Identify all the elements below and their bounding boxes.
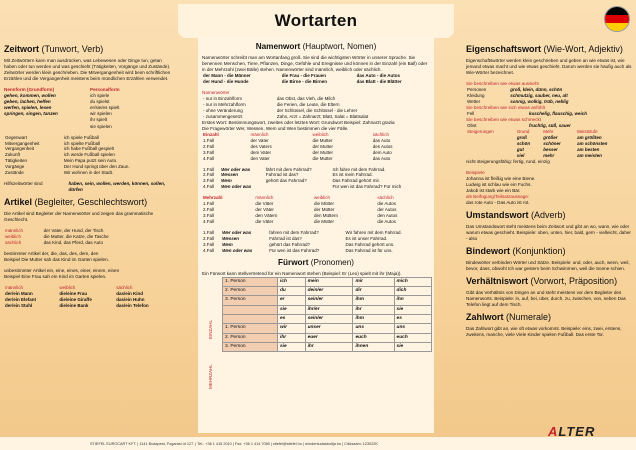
nennform-item: gehen, kommen, wollen: [4, 93, 56, 99]
table-row: groß größer am größten: [516, 134, 602, 140]
noun-types: [202, 96, 430, 120]
table-row: 4.Fall Wen oder was Für wen ist das Fahrrad? Das Fahrrad ist für uns.: [203, 247, 393, 253]
hilfszeitwort: Hilfszeitwörter sind haben, sein, wollen, werden, können, sollen, dürfen: [4, 181, 166, 193]
personal-item: ihr spielt: [90, 117, 108, 123]
table-row: 2.Fall Wessen Fahrrad ist das? Es ist unser Fahrrad.: [203, 235, 388, 241]
table-row: 3.Fall Wem gehört das Fahrrad? Das Fahrrad gehört uns.: [203, 241, 395, 247]
zahlwort-text: Das Zahlwort gibt an, wie oft etwas vorkommt. Beispiele: eins, zwei, erstens, zweitens, manche, viele Viele Kinder spielen Fußball. Das erste Tor.: [466, 326, 622, 338]
wie1-heading: Sie beschreiben wie etwas aussieht: [466, 81, 539, 87]
table-row: 3.Fall Wem gehört das Fahrrad? Das Fahrrad gehört mir.: [203, 178, 380, 184]
fragewoerter-text: Die Fragewörter Wer, Wessen, Wem und Wen bestimmen die vier Fälle.: [202, 125, 349, 131]
table-row: Fell kuschelig, flauschig, weich: [467, 111, 588, 116]
table-row: 1.Fall Wer oder was fahren mit dem Fahrrad? Wir fahren mit dem Fahrrad.: [203, 229, 402, 235]
pronoun-table: [222, 277, 432, 353]
column-right: [466, 40, 632, 338]
personalform-heading: Personalform: [90, 87, 120, 93]
unbestimmter-artikel: unbestimmter Artikel ein, eine, eines, einer, einem, einen: [4, 268, 120, 274]
personal-item: sie spielen: [90, 123, 112, 129]
wie2-heading: Sie beschreiben wie sich etwas anfühlt: [466, 104, 545, 110]
umstandswort-heading: Umstandswort (Adverb): [466, 210, 566, 221]
verb-forms: [4, 87, 172, 129]
plural-examples: [202, 230, 430, 254]
zahlwort-heading: Zahlwort (Numerale): [466, 312, 552, 323]
fuerwort-heading: Fürwort (Pronomen): [278, 257, 354, 267]
table-row: sie ihr/er ihr sie: [223, 305, 432, 314]
table-row: - zusammengesetzt Zahn, Arzt = Zahnarzt; Blatt, Salat = Blattsalat: [203, 113, 369, 119]
table-row: 1.Fall die Väter die Mütter die Autos: [203, 201, 396, 207]
singular-examples: [202, 167, 430, 191]
table-row: Obst fruchtig, süß, sauer: [467, 123, 571, 128]
steigerung-table: [466, 129, 632, 159]
table-row: viel mehr am meisten: [516, 152, 602, 158]
table-row: Personen groß, klein, dünn, schön: [467, 87, 563, 93]
eigenschaftswort-text: Eigenschaftswörter werden klein geschrieben und geben an wie etwas ist, wie jemand etwas macht und wie etwas geschieht. Darum werden sie häufig auch als Wie-Wörter bezeichnet.: [466, 57, 632, 75]
table-row: 1.Fall der Vater die Mutter das Auto: [203, 137, 391, 143]
table-row: der/ein Stuhl die/eine Bank das/ein Telefon: [5, 303, 149, 309]
artikel-heading: Artikel (Begleiter, Geschlechtswort): [4, 197, 148, 208]
zeitwort-text: Mit Zeitwörtern kann man ausdrücken, was Lebewesen oder Dinge tun, getan haben oder tun werden und was geschieht (Tätigkeiten, Vorgänge und Zustände). Zeitwörter werden klein geschrieben. Die Mitvergangenheit wird beim schriftlichen Erzählen und die Vergangenheit meistens beim mündlichen Erzählen verwendet.: [4, 57, 171, 82]
namenwort-text: Namenwörter schreibt man am Wortanfang groß. Sie sind die wichtigsten Wörter in unserer Sprache. Sie benennen Menschen, Tiere, Pflanzen, Dinge, Gefühle und Ereignisse und können in der Einzahl (ein Ball) oder in der Mehrzahl (zwei Bälle) stehen. Namenwörter sind männlich, weiblich oder sächlich.: [202, 54, 428, 72]
table-row: Zustände Wir wohnen in der Stadt.: [5, 170, 114, 176]
tense-table: [4, 135, 172, 177]
table-row: Einzahl männlich weiblich sächlich: [203, 131, 390, 137]
beispiel-item: Johanna ist fleißig wie eine Biene.: [466, 175, 536, 181]
table-row: - ohne Veränderung der Schlüssel, die Schlüssel - die Lehrer: [203, 107, 358, 113]
personal-item: er/sie/es spielt: [90, 105, 120, 111]
table-row: Tätigkeiten Mein Papa putzt sein Auto.: [5, 158, 118, 164]
wie1-table: [466, 87, 632, 105]
table-row: der/ein Elefant die/eine Giraffe das/ein Huhn: [5, 297, 145, 303]
table-row: schön schöner am schönsten: [516, 140, 608, 146]
table-row: 4.Fall Wen oder was Für wen ist das Fahrrad? Für mich: [203, 184, 402, 190]
nicht-steigerbar: nicht steigerungsfähig: fertig, rund, einzig: [466, 158, 550, 164]
table-row: 4.Fall den Vater die Mutter das Auto: [203, 155, 391, 161]
table-row: der Hund - die Hunde die Birne - die Birnen das Blatt - die Blätter: [203, 78, 402, 84]
table-row: es sein/er ihm es: [223, 314, 432, 323]
table-row: 3.Fall den Vätern den Müttern den Autos: [203, 213, 398, 219]
personal-item: ich spiele: [90, 93, 110, 99]
table-row: 4.Fall die Väter die Mütter die Autos: [203, 219, 396, 225]
page-title: Wortarten: [274, 11, 358, 30]
table-row: männlich der Vater, der Hund, der Tisch: [5, 228, 104, 234]
german-flag-icon: [604, 6, 630, 32]
artikel-text: Die Artikel sind Begleiter der Namenwörter und zeigen das grammatische Geschlecht.: [4, 211, 154, 223]
nennform-item: werfen, spielen, lesen: [4, 105, 52, 111]
column-center: [198, 38, 434, 433]
table-row: 2.Fall Wessen Fahrrad ist das? Es ist mein Fahrrad.: [203, 172, 373, 178]
table-row: 1. Person ich mein mir mich: [223, 277, 432, 286]
bestimmungswort-text: Erstes Wort: Bestimmungswort, zweites oder letztes Wort: Grundwort Beispiel: Zahnarzt grazia: [202, 119, 395, 125]
namenwort-heading: Namenwort (Hauptwort, Nomen): [255, 42, 377, 51]
table-row: der Mann - die Männer die Frau - die Frauen das Auto - die Autos: [203, 73, 400, 79]
table-row: männlich weiblich sächlich: [5, 285, 133, 291]
table-row: 2.Fall des Vaters der Mutter des Autos: [203, 143, 393, 149]
table-row: Vergangenheit ich habe Fußball gespielt: [5, 146, 114, 152]
personal-item: du spielst: [90, 99, 110, 105]
table-row: Wetter sonnig, wolkig, trüb, neblig: [467, 99, 569, 104]
table-row: 2.Fall der Väter der Mütter der Autos: [203, 207, 397, 213]
title-bar: [178, 4, 454, 38]
table-row: Kleidung schmutzig, sauber, neu, alt: [467, 93, 568, 99]
column-left: [4, 40, 172, 309]
bindewort-heading: Bindewort (Konjunktion): [466, 246, 566, 257]
singular-table: [202, 132, 430, 162]
footer: STIEFEL EUROCART KFT. | 1141 Budapest, Fogarasi út 127. | Tel.: +36 1 415 2010 | Fax: +36 1 414 7080 | stiefel@stiefel.hu | mindentudasboltja.hu | Cikkszám: 123022K: [0, 437, 636, 450]
umstandswort-text: Das Umstandswort steht meistens beim Zeitwort und gibt an wo, wann, wie oder warum etwas geschieht. Beispiele: oben, unten, hier, bald, gern - vielleicht, daher - also: [466, 223, 631, 242]
beispiel-item: Jakob ist stark wie ein Bär.: [466, 187, 521, 193]
zeitwort-heading: Zeitwort (Tunwort, Verb): [4, 44, 104, 54]
table-row: Zukunft ich werde Fußball spielen: [5, 152, 115, 158]
beifuegung-text: das rote Auto - Das Auto ist rot.: [466, 200, 530, 205]
einzahl-label: EINZAHL: [208, 319, 213, 339]
table-row: 1.Fall Wer oder was fährt mit dem Fahrrad? Ich fahre mit dem Fahrrad.: [203, 166, 386, 172]
beifuegung-heading: als Beifügung/Teilsatzaussage:: [466, 193, 530, 199]
eigenschaftswort-heading: Eigenschaftswort (Wie-Wort, Adjektiv): [466, 44, 623, 54]
table-row: sächlich das Kind, das Pferd, das Auto: [5, 240, 103, 246]
namenwoerter-heading: Namenwörter: [202, 89, 230, 95]
beispiele-heading: Beispiele: [466, 169, 485, 175]
bestimmter-beispiel: Beispiel Die Mutter sah das Kind im Garten spielen.: [4, 257, 109, 263]
table-row: - nur in Mehrzahlform die Ferien, die Leute, die Eltern: [203, 101, 340, 107]
table-row: 1. Person wir unser uns uns: [223, 324, 432, 333]
verhaeltniswort-heading: Verhältniswort (Vorwort, Präposition): [466, 276, 618, 287]
nennform-heading: Nennform (Grundform): [4, 87, 55, 93]
article-table: [4, 285, 172, 309]
table-row: 3.Fall dem Vater der Mutter dem Auto: [203, 149, 392, 155]
table-row: 2. Person du dein/er dir dich: [223, 286, 432, 295]
table-row: Gegenwart ich spiele Fußball: [5, 134, 99, 140]
alter-logo: ALTER: [548, 424, 596, 439]
table-row: Mitvergangenheit ich spielte Fußball: [5, 140, 101, 146]
beispiel-item: Ludwig ist schlau wie ein Fuchs.: [466, 181, 532, 187]
nennform-item: springen, singen, tanzen: [4, 111, 58, 117]
table-row: Steigerungen Grund Mehr Meiststufe: [467, 128, 598, 134]
gender-table: [4, 228, 172, 246]
verhaeltniswort-text: Gibt das Verhältnis von Dingen an und steht meistens vor dem Begleiter des Namenworts. Beispiele: in, auf, bei, über, durch, zu, zwischen, von, neben Das Telefon liegt auf dem Tisch.: [466, 290, 626, 308]
unbestimmter-beispiel: Beispiel Eine Frau sah ein Kind im Garten spielen.: [4, 274, 107, 280]
table-row: 3. Person er sein/er ihm ihn: [223, 296, 432, 305]
table-row: weiblich die Mutter, die Katze, die Tasche: [5, 234, 109, 240]
table-row: der/ein Mann die/eine Frau das/ein Kind: [5, 291, 144, 297]
table-row: 3. Person sie ihr ihnen sie: [223, 342, 432, 351]
plural-table: [202, 195, 430, 225]
bindewort-text: Bindewörter verbinden Wörter und Sätze. Beispiele: und, oder, auch, wenn, weil, bevor, dass, obwohl Ich war gestern beim Schwimmen, weil die Sonne schien.: [466, 260, 630, 272]
table-row: gut besser am besten: [516, 146, 600, 152]
personal-item: wir spielen: [90, 111, 112, 117]
noun-examples: [202, 73, 430, 85]
table-row: 2. Person ihr euer euch euch: [223, 333, 432, 342]
bestimmter-artikel: bestimmter Artikel der, die, das, des, dem, den: [4, 251, 99, 257]
nennform-item: geben, lachen, helfen: [4, 99, 51, 105]
wie3-heading: Sie beschreiben wie etwas schmeckt: [466, 116, 542, 122]
fuerwort-text: Ein Fürwort kann stellvertretend für ein Namenwort stehen (Beispiel: Er (Leo) spielt mit ihr (Maja)).: [202, 270, 402, 276]
table-row: Vorgänge Der Hund springt über den Zaun.: [5, 164, 130, 170]
table-row: Mehrzahl männlich weiblich sächlich: [203, 195, 394, 201]
mehrzahl-label: MEHRZAHL: [208, 363, 213, 389]
table-row: - nur in Einzahlform das Obst, das Vieh, die Milch: [203, 95, 336, 101]
